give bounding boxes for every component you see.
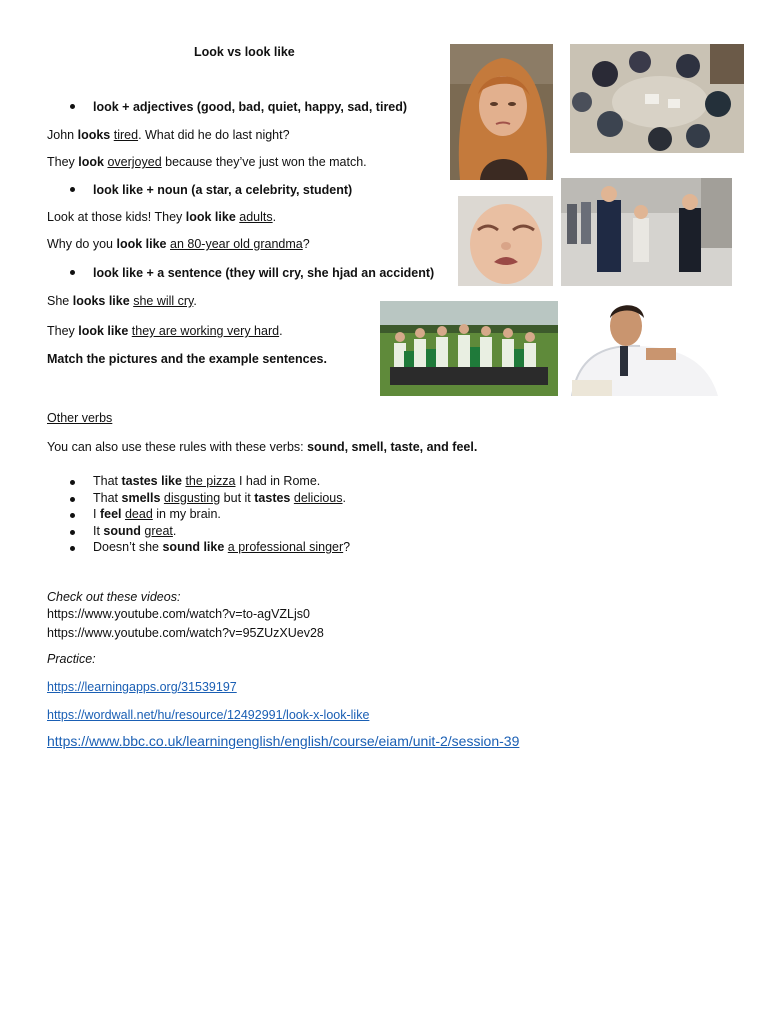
photo-celebrating-football-team xyxy=(380,301,558,396)
bullet-point xyxy=(70,480,75,485)
rule-sentence: look like + a sentence (they will cry, she hjad an accident) xyxy=(93,266,435,280)
other-verbs-intro: You can also use these rules with these verbs: sound, smell, taste, and feel. xyxy=(47,440,478,454)
bullet-point xyxy=(70,104,75,109)
example-sentence: They look overjoyed because they’ve just won the match. xyxy=(47,155,367,169)
video-url: https://www.youtube.com/watch?v=to-agVZLjs0 xyxy=(47,607,310,621)
bullet-point xyxy=(70,187,75,192)
bullet-point xyxy=(70,546,75,551)
photo-sad-girl xyxy=(450,44,553,180)
photo-kids-in-suits xyxy=(561,178,732,286)
example-sentence: Why do you look like an 80-year old grandma? xyxy=(47,237,310,251)
practice-link-wordwall[interactable]: https://wordwall.net/hu/resource/12492991/look-x-look-like xyxy=(47,708,370,722)
photo-tired-man-at-desk xyxy=(562,296,719,396)
rule-adjectives: look + adjectives (good, bad, quiet, happy, sad, tired) xyxy=(93,100,408,114)
example-sentence: They look like they are working very hard. xyxy=(47,324,283,338)
page-title: Look vs look like xyxy=(194,45,295,59)
practice-label: Practice: xyxy=(47,652,96,666)
video-url: https://www.youtube.com/watch?v=95ZUzXUev28 xyxy=(47,626,324,640)
example-sentence: She looks like she will cry. xyxy=(47,294,197,308)
photo-kids-working-at-table xyxy=(570,44,744,153)
bullet-point xyxy=(70,497,75,502)
bullet-point xyxy=(70,513,75,518)
practice-link-bbc[interactable]: https://www.bbc.co.uk/learningenglish/english/course/eiam/unit-2/session-39 xyxy=(47,733,520,749)
example-sentence: Look at those kids! They look like adults. xyxy=(47,210,277,224)
bullet-point xyxy=(70,530,75,535)
videos-label: Check out these videos: xyxy=(47,590,181,604)
match-instruction: Match the pictures and the example sentences. xyxy=(47,352,327,366)
practice-link-learningapps[interactable]: https://learningapps.org/31539197 xyxy=(47,680,237,694)
bullet-point xyxy=(70,270,75,275)
other-verbs-heading: Other verbs xyxy=(47,411,113,425)
rule-noun: look like + noun (a star, a celebrity, student) xyxy=(93,183,353,197)
photo-crying-baby xyxy=(458,196,553,286)
example-sentence: John looks tired. What did he do last night? xyxy=(47,128,290,142)
